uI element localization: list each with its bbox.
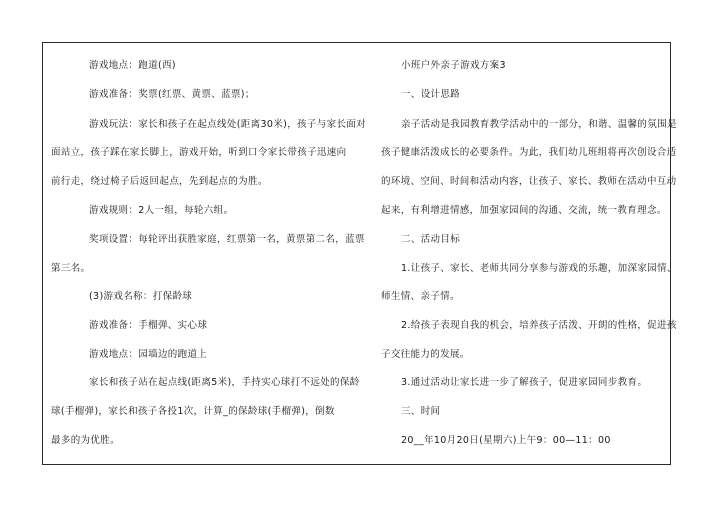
right-line-14: 20__年10月20日(星期六)上午9：00—11：00 <box>401 435 611 446</box>
left-line-14: 最多的为优胜。 <box>51 435 120 446</box>
right-line-9: 师生情、亲子情。 <box>381 291 460 302</box>
right-line-7: 二、活动目标 <box>401 234 461 245</box>
left-line-5: 前行走，绕过椅子后返回起点，先到起点的为胜。 <box>51 176 268 187</box>
right-line-5: 的环境、空间、时间和活动内容，让孩子、家长、教师在活动中互动 <box>381 176 677 187</box>
left-line-11: 游戏地点：园墙边的跑道上 <box>89 349 208 360</box>
right-line-1: 小班户外亲子游戏方案3 <box>401 60 506 71</box>
left-line-10: 游戏准备：手榴弹、实心球 <box>89 320 208 331</box>
left-line-13: 球(手榴弹)，家长和孩子各投1次，计算_的保龄球(手榴弹)，倒数 <box>51 406 335 417</box>
right-line-8: 1.让孩子、家长、老师共同分享参与游戏的乐趣，加深家园情、 <box>401 263 677 274</box>
left-line-8: 第三名。 <box>51 263 91 274</box>
left-line-6: 游戏规则：2人一组，每轮六组。 <box>89 205 234 216</box>
left-line-7: 奖项设置：每轮评出获胜家庭，红票第一名，黄票第二名，蓝票 <box>89 234 365 245</box>
left-line-2: 游戏准备：奖票(红票、黄票、蓝票)； <box>89 89 255 100</box>
right-line-10: 2.给孩子表现自我的机会，培养孩子活泼、开朗的性格，促进孩 <box>401 320 677 331</box>
left-line-12: 家长和孩子站在起点线(距离5米)，手持实心球打不远处的保龄 <box>89 377 360 388</box>
right-line-3: 亲子活动是我园教育教学活动中的一部分，和谐、温馨的氛围是 <box>401 119 677 130</box>
right-line-12: 3.通过活动让家长进一步了解孩子，促进家园同步教育。 <box>401 377 648 388</box>
right-line-13: 三、时间 <box>401 406 441 417</box>
right-line-11: 子交往能力的发展。 <box>381 349 470 360</box>
left-line-3: 游戏玩法：家长和孩子在起点线处(距离30米)，孩子与家长面对 <box>89 119 367 130</box>
right-line-4: 孩子健康活泼成长的必要条件。为此，我们幼儿班组将再次创设合适 <box>381 147 677 158</box>
right-line-2: 一、设计思路 <box>401 89 461 100</box>
left-line-1: 游戏地点：跑道(西) <box>89 60 176 71</box>
left-line-4: 面站立，孩子踩在家长脚上，游戏开始，听到口令家长带孩子迅速向 <box>51 147 347 158</box>
left-line-9: (3)游戏名称：打保龄球 <box>89 291 193 302</box>
document-frame <box>42 42 677 465</box>
right-line-6: 起来，有利增进情感，加强家园间的沟通、交流，统一教育理念。 <box>381 205 667 216</box>
